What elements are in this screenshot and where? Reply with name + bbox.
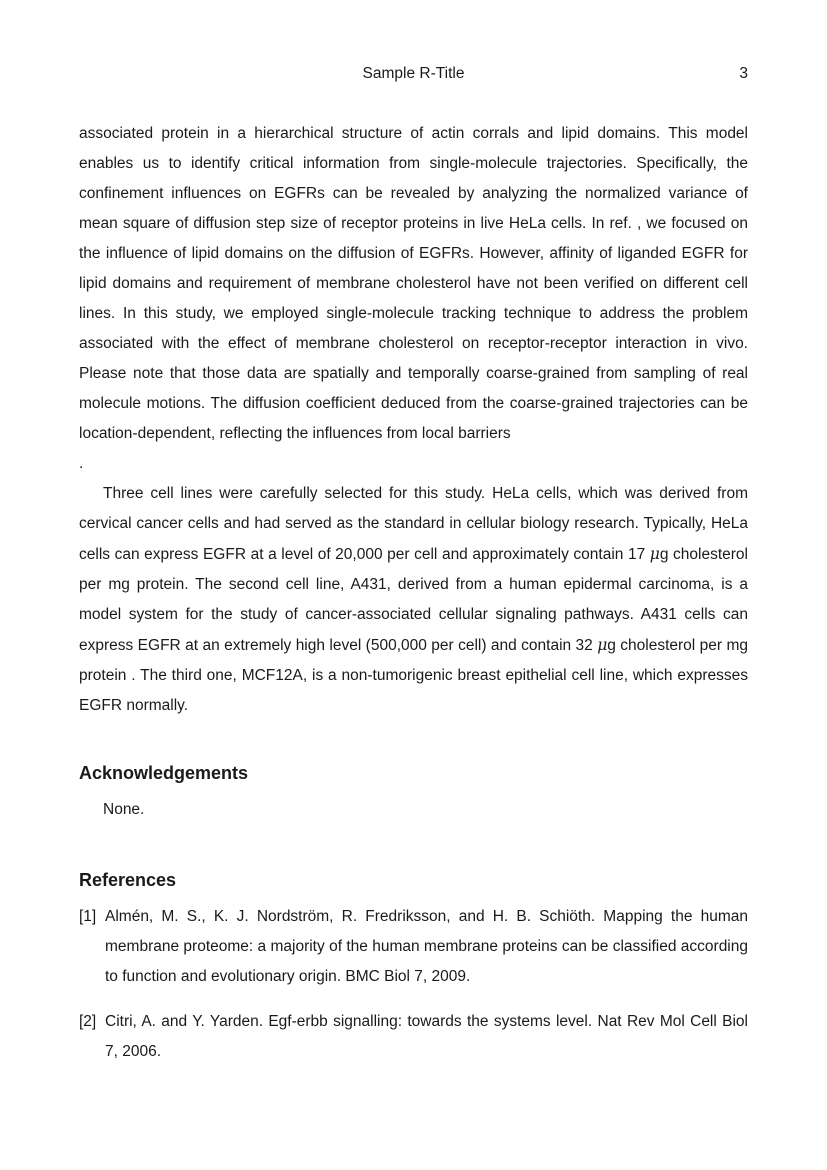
paragraph-2-text-2: g cholesterol per mg protein. The second cell line, A431, derived from a human epidermal carcinoma, is a model system for the study of cancer-associated cellular signaling pathways. A431 cells can express EGFR at an extremely high level (500,000 per cell) and contain 32 xyxy=(79,546,748,654)
reference-item xyxy=(79,1007,748,1067)
running-header xyxy=(79,63,748,85)
reference-text: Citri, A. and Y. Yarden. Egf-erbb signalling: towards the systems level. Nat Rev Mol Cell Biol 7, 2006. xyxy=(105,1013,748,1060)
acknowledgements-text: None. xyxy=(103,801,145,818)
acknowledgements-heading: Acknowledgements xyxy=(79,763,249,783)
body-text xyxy=(79,119,748,721)
micro-symbol: μ xyxy=(597,636,608,654)
reference-item xyxy=(79,902,748,992)
paragraph-1-end: . xyxy=(79,455,84,472)
paragraph-2-text-3: g cholesterol per mg protein . The third one, MCF12A, is a non-tumorigenic breast epithelial cell line, which expresses EGFR normally. xyxy=(79,637,748,714)
reference-list xyxy=(79,902,748,1067)
paragraph-2-text-1: Three cell lines were carefully selected for this study. HeLa cells, which was derived from cervical cancer cells and had served as the standard in cellular biology research. Typically, HeLa cells can express EGFR at a level of 20,000 per cell and approximately contain 17 xyxy=(79,485,748,563)
reference-label: [1] xyxy=(79,908,97,925)
references-heading: References xyxy=(79,870,177,890)
paper-page xyxy=(79,0,748,1170)
running-title: Sample R-Title xyxy=(362,65,465,82)
reference-label: [2] xyxy=(79,1013,97,1030)
reference-text: Almén, M. S., K. J. Nordström, R. Fredriksson, and H. B. Schiöth. Mapping the human membrane proteome: a majority of the human membrane proteins can be classified according to function and evolutionary origin. BMC Biol 7, 2009. xyxy=(105,908,748,985)
paragraph-1-text: associated protein in a hierarchical structure of actin corrals and lipid domains. This model enables us to identify critical information from single-molecule trajectories. Specifically, the confinement influences on EGFRs can be revealed by analyzing the normalized variance of mean square of diffusion step size of receptor proteins in live HeLa cells. In ref. , we focused on the influence of lipid domains on the diffusion of EGFRs. However, affinity of liganded EGFR for lipid domains and requirement of membrane cholesterol have not been verified on different cell lines. In this study, we employed single-molecule tracking technique to address the problem associated with the effect of membrane cholesterol on receptor-receptor interaction in vivo. Please note that those data are spatially and temporally coarse-grained from sampling of real molecule motions. The diffusion coefficient deduced from the coarse-grained trajectories can be location-dependent, reflecting the influences from local barriers xyxy=(79,125,748,442)
paragraph-2 xyxy=(79,479,748,721)
paragraph-1 xyxy=(79,119,748,479)
page-number: 3 xyxy=(739,65,748,82)
micro-symbol: μ xyxy=(649,545,660,563)
